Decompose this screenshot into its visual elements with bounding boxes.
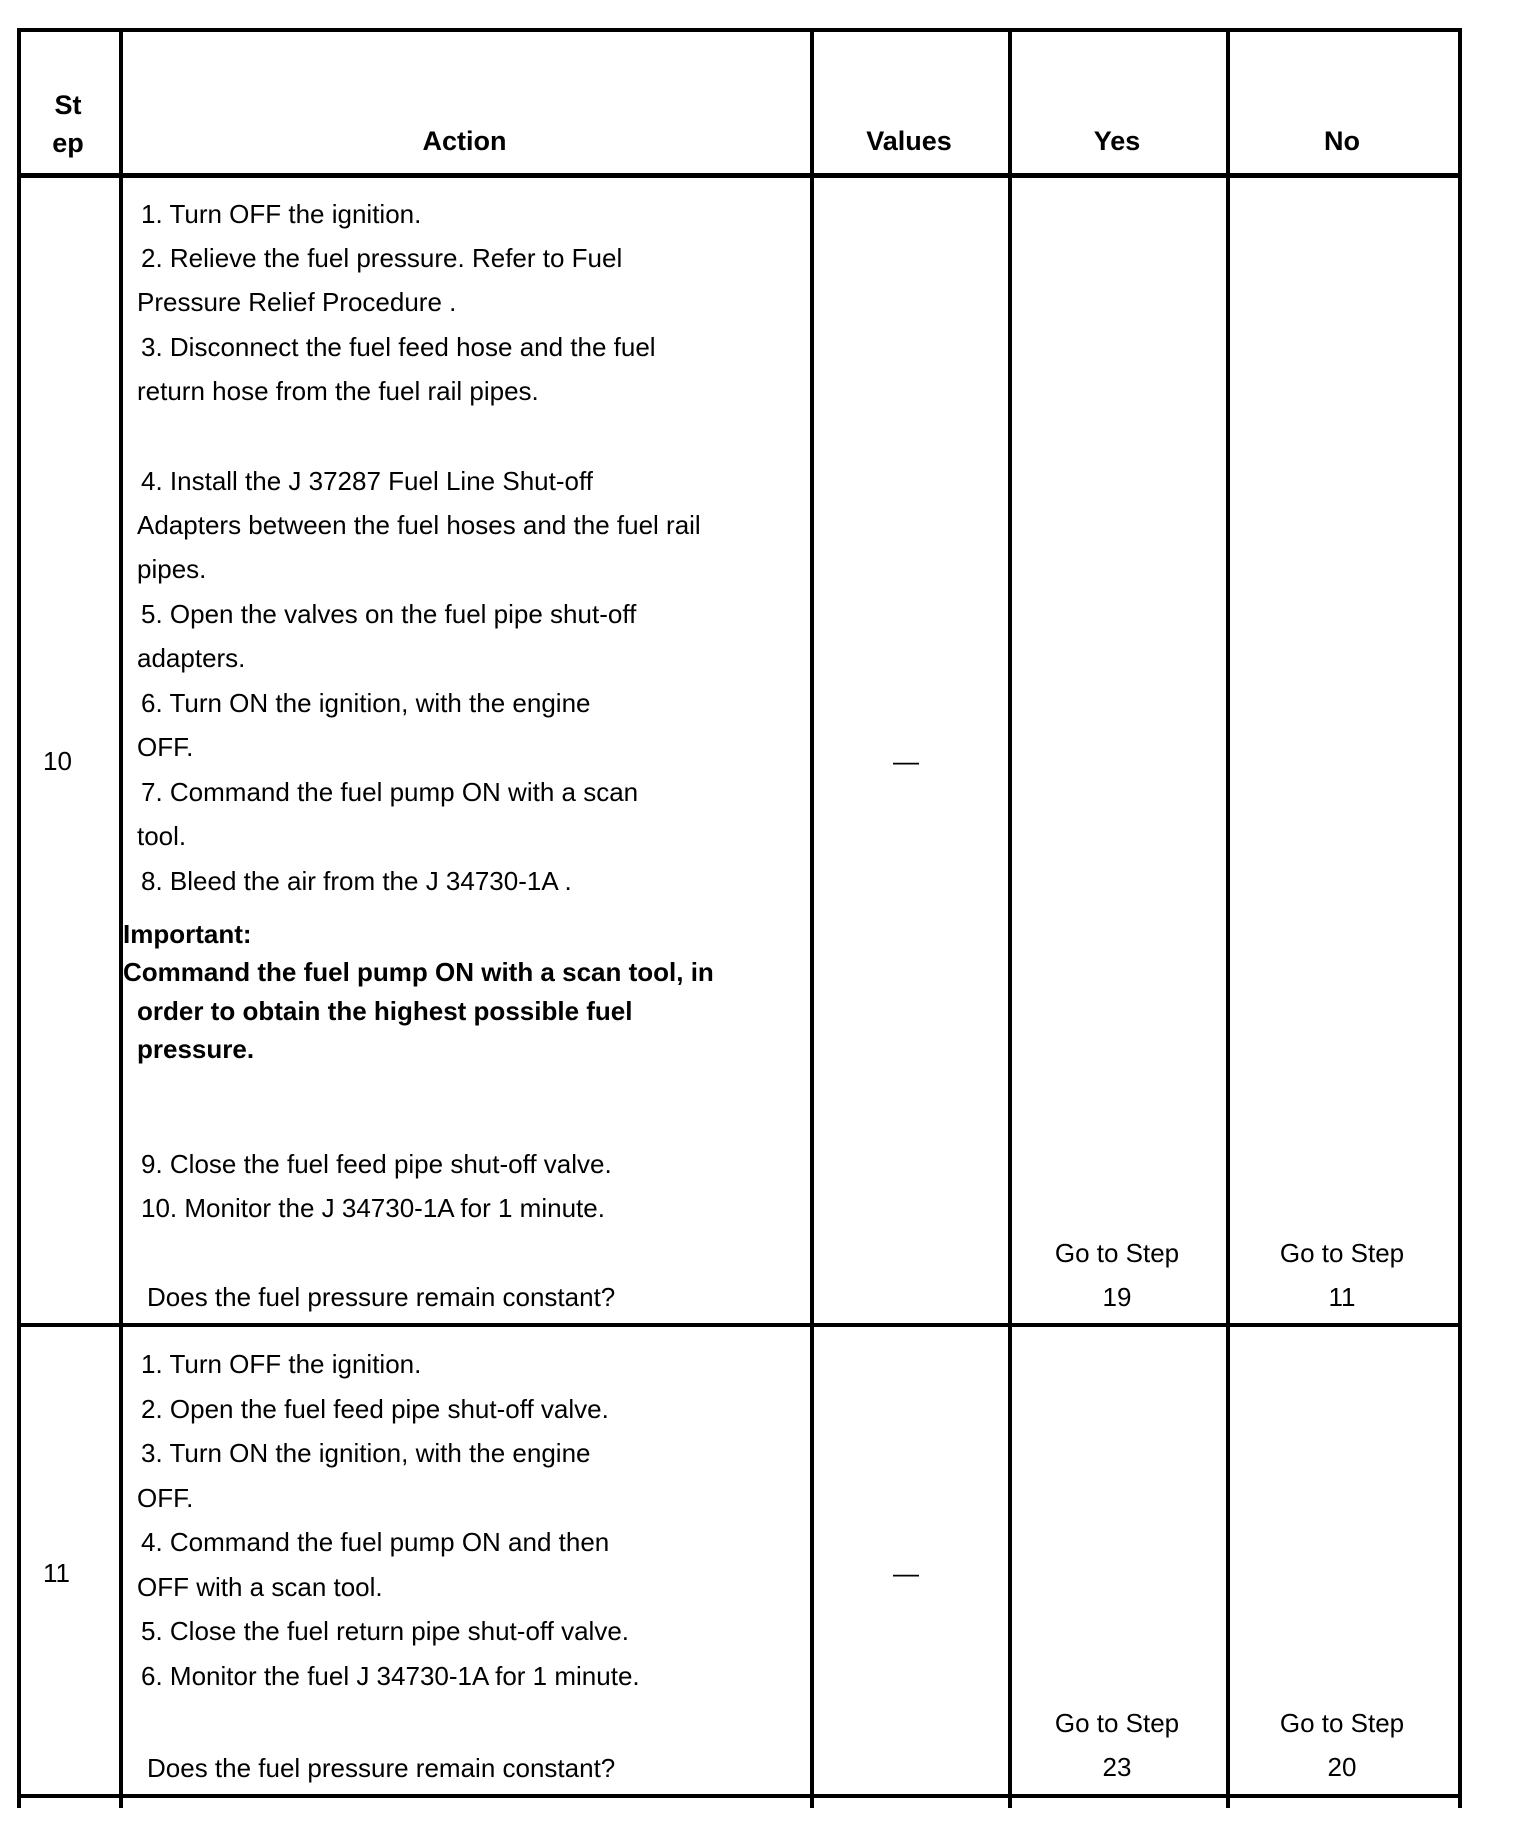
step-number: 10 bbox=[43, 746, 72, 776]
header-no: No bbox=[1324, 126, 1360, 156]
action-line: 4. Install the J 37287 Fuel Line Shut-off bbox=[141, 466, 593, 496]
action-line: tool. bbox=[137, 821, 187, 851]
action-line: 1. Turn OFF the ignition. bbox=[141, 1349, 422, 1379]
action-question: Does the fuel pressure remain constant? bbox=[147, 1282, 616, 1312]
action-line: 2. Relieve the fuel pressure. Refer to Fuel bbox=[141, 243, 623, 273]
yes-goto bbox=[1008, 1701, 1226, 1789]
column-divider-yes bbox=[1226, 28, 1230, 1808]
step-number: 11 bbox=[43, 1558, 70, 1588]
header-step-line2: ep bbox=[52, 128, 84, 158]
important-text: Command the fuel pump ON with a scan tool, in bbox=[123, 957, 714, 987]
action-line: 1. Turn OFF the ignition. bbox=[141, 199, 422, 229]
action-line: 5. Open the valves on the fuel pipe shut-off bbox=[141, 599, 637, 629]
action-line: 6. Monitor the fuel J 34730-1A for 1 minute. bbox=[141, 1661, 640, 1691]
values-cell: — bbox=[893, 746, 919, 776]
no-goto-step: 20 bbox=[1327, 1752, 1357, 1782]
row-divider bbox=[17, 1323, 1462, 1327]
diagnostic-table bbox=[17, 28, 1462, 1808]
action-line: OFF. bbox=[137, 732, 194, 762]
action-line: 9. Close the fuel feed pipe shut-off valve. bbox=[141, 1149, 612, 1179]
action-line: 7. Command the fuel pump ON with a scan bbox=[141, 777, 639, 807]
action-line: Pressure Relief Procedure . bbox=[137, 287, 457, 317]
action-question: Does the fuel pressure remain constant? bbox=[147, 1753, 616, 1783]
table-border-left bbox=[17, 28, 21, 1808]
action-line: 10. Monitor the J 34730-1A for 1 minute. bbox=[141, 1193, 605, 1223]
no-goto-label: Go to Step bbox=[1279, 1708, 1405, 1738]
header-step-line1: St bbox=[54, 90, 82, 120]
important-text: pressure. bbox=[137, 1034, 255, 1064]
important-text: order to obtain the highest possible fuel bbox=[137, 996, 633, 1026]
action-line: OFF. bbox=[137, 1483, 194, 1513]
no-goto bbox=[1226, 1231, 1458, 1319]
table-border-right bbox=[1458, 28, 1462, 1808]
action-line: 8. Bleed the air from the J 34730-1A . bbox=[141, 866, 572, 896]
important-label: Important: bbox=[123, 919, 252, 949]
action-line: OFF with a scan tool. bbox=[137, 1572, 383, 1602]
action-line: 6. Turn ON the ignition, with the engine bbox=[141, 688, 591, 718]
action-line: pipes. bbox=[137, 554, 207, 584]
yes-goto-label: Go to Step bbox=[1054, 1708, 1180, 1738]
no-goto-step: 11 bbox=[1328, 1282, 1356, 1312]
yes-goto-step: 19 bbox=[1102, 1282, 1132, 1312]
action-line: 3. Turn ON the ignition, with the engine bbox=[141, 1438, 591, 1468]
action-line: return hose from the fuel rail pipes. bbox=[137, 376, 539, 406]
header-step bbox=[17, 86, 119, 162]
yes-goto-step: 23 bbox=[1102, 1752, 1132, 1782]
table-border-bottom bbox=[17, 1794, 1462, 1798]
action-line: 5. Close the fuel return pipe shut-off valve. bbox=[141, 1616, 630, 1646]
values-cell: — bbox=[893, 1558, 919, 1588]
yes-goto bbox=[1008, 1231, 1226, 1319]
action-line: 3. Disconnect the fuel feed hose and the fuel bbox=[141, 332, 656, 362]
column-divider-action bbox=[810, 28, 814, 1808]
header-yes: Yes bbox=[1093, 126, 1141, 156]
header-values: Values bbox=[866, 126, 952, 156]
action-line: Adapters between the fuel hoses and the fuel rail bbox=[137, 510, 701, 540]
action-line: adapters. bbox=[137, 643, 246, 673]
action-line: 2. Open the fuel feed pipe shut-off valve. bbox=[141, 1394, 609, 1424]
no-goto-label: Go to Step bbox=[1279, 1238, 1405, 1268]
header-divider bbox=[17, 173, 1462, 178]
yes-goto-label: Go to Step bbox=[1054, 1238, 1180, 1268]
column-divider-values bbox=[1008, 28, 1012, 1808]
table-border-top bbox=[17, 28, 1462, 32]
action-line: 4. Command the fuel pump ON and then bbox=[141, 1527, 610, 1557]
header-action: Action bbox=[422, 126, 507, 156]
no-goto bbox=[1226, 1701, 1458, 1789]
